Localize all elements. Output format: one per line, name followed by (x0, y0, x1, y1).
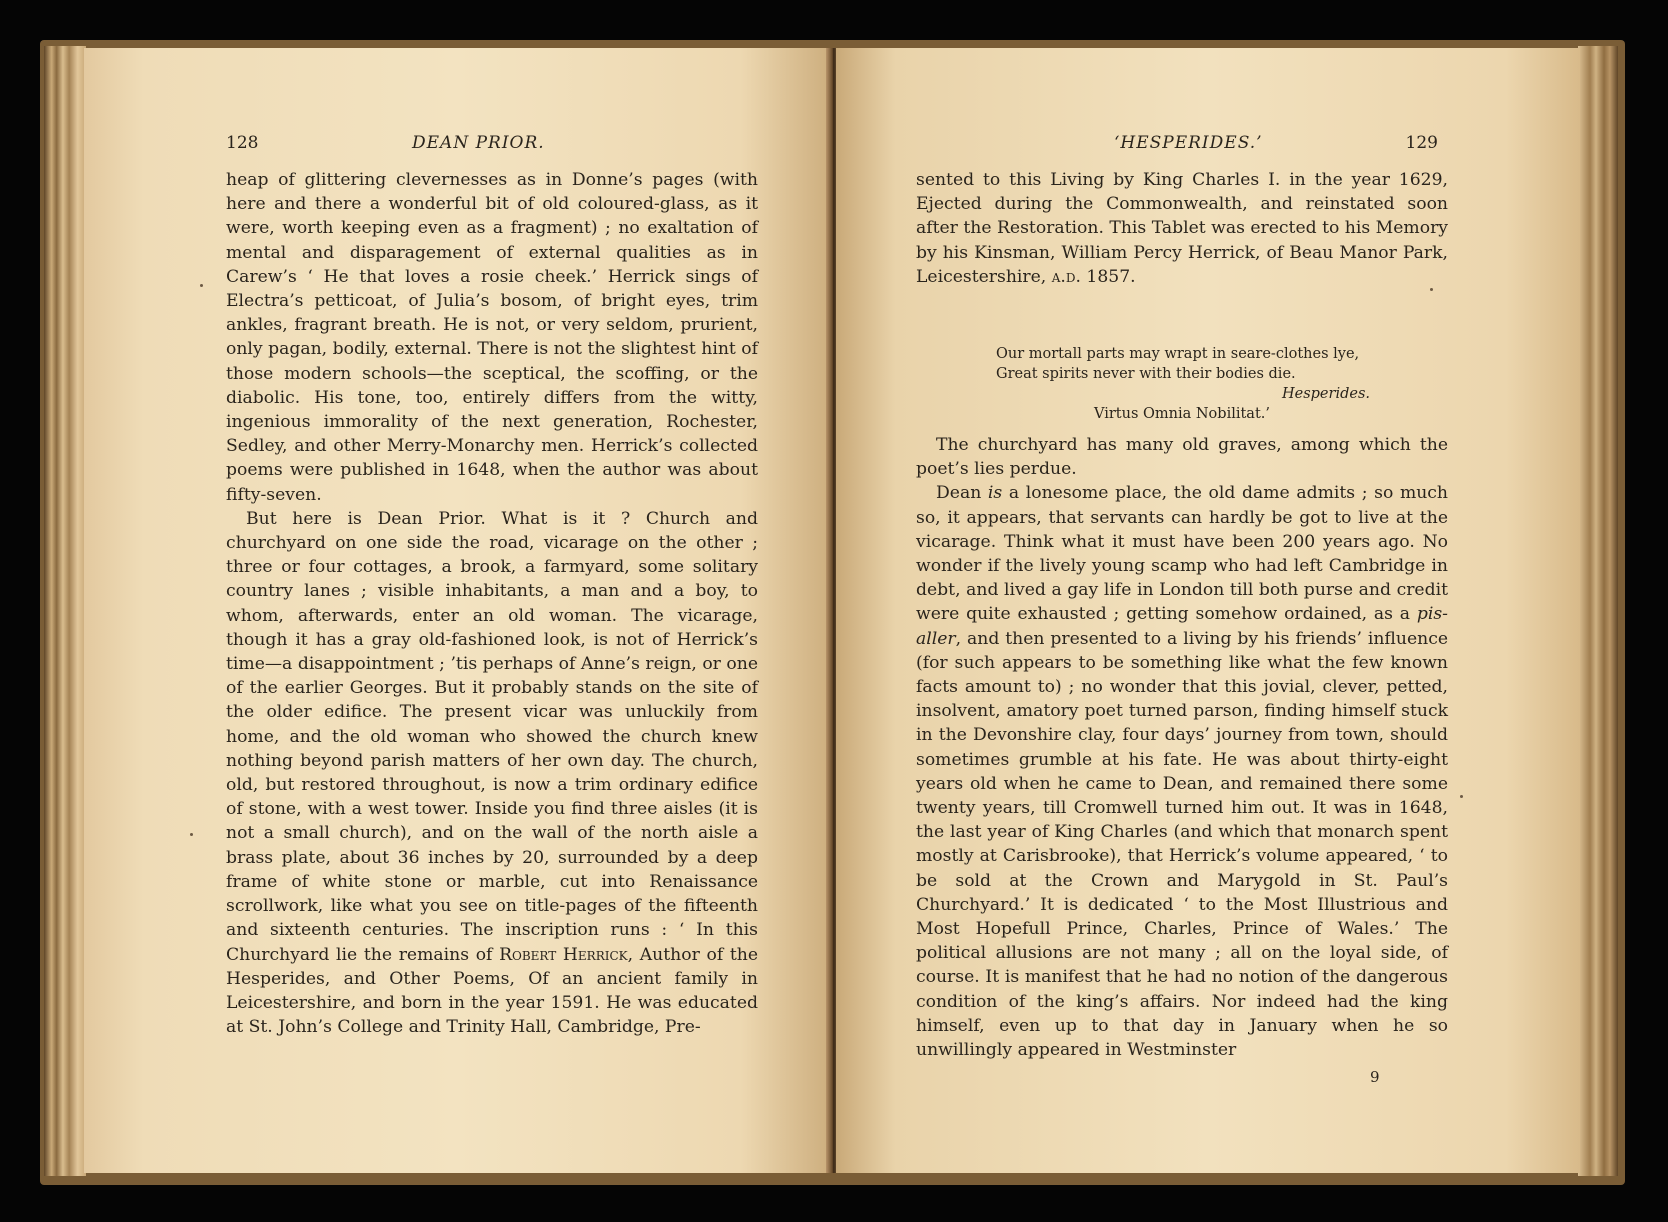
epitaph-verse (996, 344, 1370, 424)
left-page (84, 48, 830, 1173)
left-body-text (226, 168, 758, 1039)
left-paragraph-2 (226, 507, 758, 1039)
anno-domini: a.d. (1051, 266, 1081, 287)
right-opening-tail: 1857. (1080, 266, 1136, 287)
right-page-number: 129 (1405, 133, 1438, 153)
right-opening-text: sented to this Living by King Charles I. in the year 1629, Ejected during the Commonwealth, and reinstated soon after the Restoration. This Tablet was erected to his Memory by his Kinsman, William Percy Herrick, of Beau Manor Park, Leicestershire, (916, 170, 1448, 287)
paper-speck (200, 284, 203, 287)
left-paragraph-2-text: But here is Dean Prior. What is it ? Church and churchyard on one side the road, vicarage on the other ; three or four cottages, a brook, a farmyard, some solitary country lanes ; visible inhabitants, a man and a boy, to whom, afterwards, enter an old woman. The vicarage, though it has a gray old-fashioned look, is not of Herrick’s time—a disappointment ; ’tis perhaps of Anne’s reign, or one of the earlier Georges. But it probably stands on the site of the older edifice. The present vicar was unluckily from home, and the old woman who showed the church knew nothing beyond parish matters of her own day. The church, old, but restored throughout, is now a trim ordinary edifice of stone, with a west tower. Inside you find three aisles (it is not a small church), and on the wall of the north aisle a brass plate, about 36 inches by 20, surrounded by a deep frame of white stone or marble, cut into Renaissance scrollwork, like what you see on title-pages of the fifteenth and sixteenth centuries. The inscription runs : ‘ In this Churchyard lie the remains of (226, 508, 758, 965)
verse-line-2: Great spirits never with their bodies die. (996, 366, 1296, 382)
right-paragraph-2-b: a lonesome place, the old dame admits ; so much so, it appears, that servants can hardly be got to live at the vicarage. Think what it must have been 200 years ago. No wonder if the lively young scamp who had left Cambridge in debt, and lived a gay life in London till both purse and credit were quite exhausted ; getting somehow ordained, as a (916, 483, 1449, 625)
left-page-number: 128 (226, 133, 259, 153)
paper-speck (1460, 795, 1463, 798)
page-edges-right (1578, 46, 1618, 1176)
left-running-title: DEAN PRIOR. (412, 133, 545, 153)
name-small-caps: Robert Herrick (499, 944, 628, 965)
paper-speck (190, 833, 193, 836)
right-body-text (916, 433, 1448, 1062)
verse-line-1: Our mortall parts may wrapt in seare-clothes lye, (996, 346, 1360, 362)
right-running-head (918, 130, 1438, 156)
right-paragraph-2-is: is (987, 483, 1003, 504)
left-running-head (226, 130, 744, 156)
right-running-title: ‘HESPERIDES.’ (1114, 133, 1263, 153)
verse-motto: Virtus Omnia Nobilitat.’ (1094, 406, 1270, 422)
right-paragraph-2-a: Dean (936, 483, 988, 504)
right-paragraph-2-c: , and then presented to a living by his friends’ influence (for such appears to be something like what the few known facts amount to) ; no wonder that this jovial, clever, petted, insolvent, amatory poet turned parson, finding himself stuck in the Devonshire clay, four days’ journey from town, should sometimes grumble at his fate. He was about thirty-eight years old when he came to Dean, and remained there some twenty years, till Cromwell turned him out. It was in 1648, the last year of King Charles (and which that monarch spent mostly at Carisbrooke), that Herrick’s volume appeared, ‘ to be sold at the Crown and Marygold in St. Paul’s Churchyard.’ It is dedicated ‘ to the Most Illustrious and Most Hopefull Prince, Charles, Prince of Wales.’ The political allusions are not many ; all on the loyal side, of course. It is manifest that he had no notion of the dangerous condition of the king’s affairs. Nor indeed had the king himself, even up to that day in January when he so unwillingly appeared in Westminster (916, 628, 1448, 1061)
page-edges-left (44, 46, 86, 1176)
paper-speck (1430, 288, 1433, 291)
right-paragraph-1: The churchyard has many old graves, among which the poet’s lies perdue. (916, 435, 1448, 480)
left-paragraph-2-tail: , Author of the Hesperides, and Other Poems, Of an ancient family in Leicestershire, and born in the year 1591. He was educated at St. John’s College and Trinity Hall, Cambridge, Pre- (226, 944, 758, 1038)
right-paragraph-2-pis-aller: pis-aller (916, 604, 1448, 649)
right-opening-paragraph (916, 168, 1448, 289)
right-body-opening (916, 168, 1448, 289)
verse-attribution: Hesperides. (1281, 386, 1370, 402)
right-paragraph-2 (916, 481, 1448, 1062)
printer-signature: 9 (1370, 1068, 1380, 1086)
right-page (836, 48, 1580, 1173)
left-paragraph-1: heap of glittering clevernesses as in Donne’s pages (with here and there a wonderful bit of old coloured-glass, as it were, worth keeping even as a fragment) ; no exaltation of mental and disparagement of external qualities as in Carew’s ‘ He that loves a rosie cheek.’ Herrick sings of Electra’s petticoat, of Julia’s bosom, of bright eyes, trim ankles, fragrant breath. He is not, or very seldom, prurient, only pagan, bodily, external. There is not the slightest hint of those modern schools—the sceptical, the scoffing, or the diabolic. His tone, too, entirely differs from the witty, ingenious immorality of the next generation, Rochester, Sedley, and other Merry-Monarchy men. Herrick’s collected poems were published in 1648, when the author was about fifty-seven. (226, 170, 758, 505)
